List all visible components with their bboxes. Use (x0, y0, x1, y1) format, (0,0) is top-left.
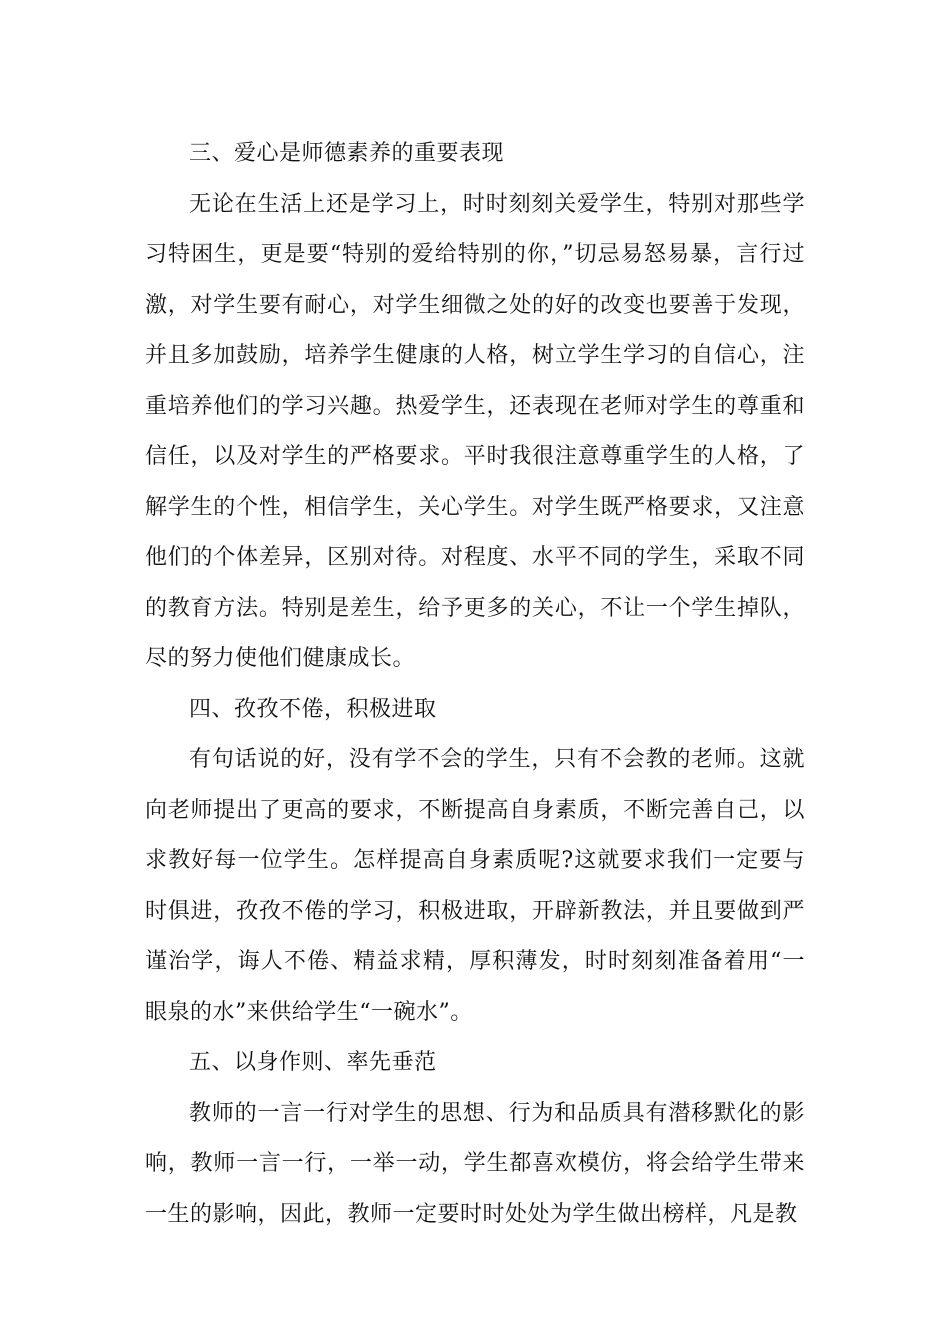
body-paragraph-4: 有句话说的好，没有学不会的学生，只有不会教的老师。这就向老师提出了更高的要求，不断提高自身素质，不断完善自己，以求教好每一位学生。怎样提高自身素质呢?这就要求我们一定要与时俱进，孜孜不倦的学习，积极进取，开辟新教法，并且要做到严谨治学，诲人不倦、精益求精，厚积薄发，时时刻刻准备着用“一眼泉的水”来供给学生“一碗水”。 (145, 747, 805, 1025)
section-heading-4: 四、孜孜不倦，积极进取 (189, 696, 437, 722)
body-paragraph-3: 无论在生活上还是学习上，时时刻刻关爱学生，特别对那些学习特困生，更是要“特别的爱给特别的你，”切忌易怒易暴，言行过激，对学生要有耐心，对学生细微之处的好的改变也要善于发现，并且多加鼓励，培养学生健康的人格，树立学生学习的自信心，注重培养他们的学习兴趣。热爱学生，还表现在老师对学生的尊重和信任，以及对学生的严格要求。平时我很注意尊重学生的人格，了解学生的个性，相信学生，关心学生。对学生既严格要求，又注意他们的个体差异，区别对待。对程度、水平不同的学生，采取不同的教育方法。特别是差生，给予更多的关心，不让一个学生掉队，尽的努力使他们健康成长。 (145, 191, 805, 671)
body-paragraph-5: 教师的一言一行对学生的思想、行为和品质具有潜移默化的影响，教师一言一行，一举一动，学生都喜欢模仿，将会给学生带来一生的影响，因此，教师一定要时时处处为学生做出榜样，凡是教 (145, 1100, 805, 1227)
section-heading-5: 五、以身作则、率先垂范 (189, 1050, 437, 1075)
document-body (145, 129, 805, 1240)
section-heading-3: 三、爱心是师德素养的重要表现 (189, 141, 505, 166)
